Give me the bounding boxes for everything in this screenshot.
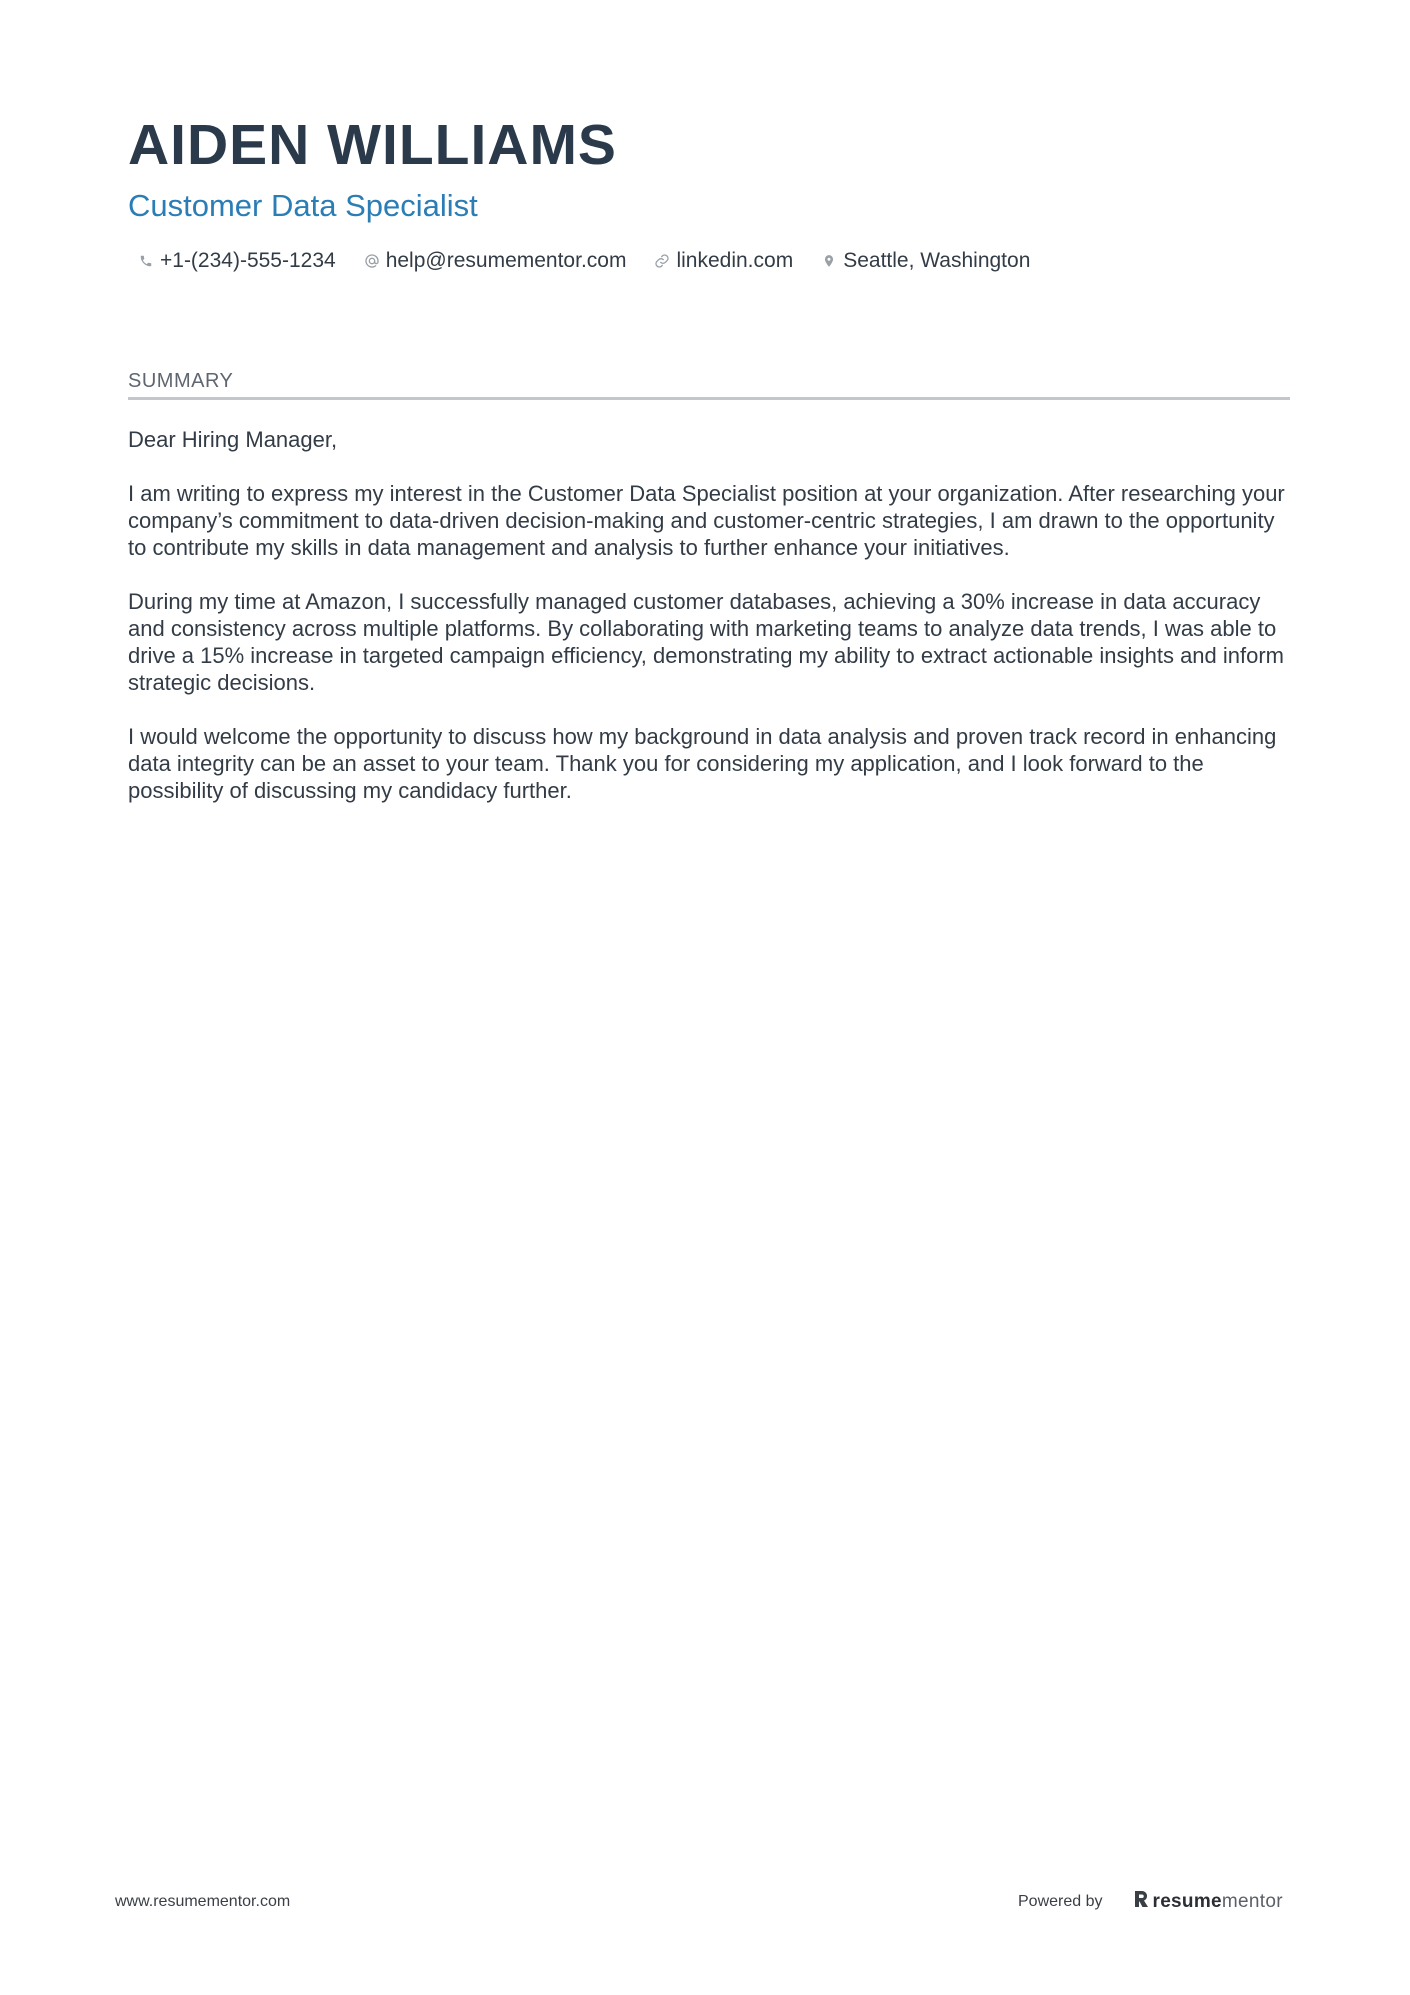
resumementor-logo-icon	[1133, 1889, 1149, 1915]
link-icon	[654, 253, 670, 269]
letter-paragraph: I would welcome the opportunity to discuss how my background in data analysis and proven track record in enhancing data integrity can be an asset to your team. Thank you for considering my application, and I look forward to the possibility of discussing my candidacy further.	[128, 724, 1277, 803]
powered-by-label: Powered by	[1018, 1893, 1103, 1910]
contact-email-text: help@resumementor.com	[385, 249, 627, 272]
footer-website-link[interactable]: www.resumementor.com	[115, 1893, 291, 1910]
cover-letter	[128, 110, 1290, 831]
footer-branding	[1018, 1889, 1283, 1915]
brand-text-bold: resume	[1152, 1891, 1222, 1912]
contact-bar	[128, 244, 1290, 278]
contact-email[interactable]	[364, 249, 627, 273]
contact-phone-text: +1-(234)-555-1234	[160, 249, 336, 272]
contact-phone	[138, 249, 336, 273]
location-pin-icon	[821, 253, 837, 269]
contact-linkedin[interactable]	[654, 249, 793, 273]
brand-text-light: mentor	[1221, 1891, 1283, 1912]
contact-linkedin-text: linkedin.com	[676, 249, 794, 272]
phone-icon	[138, 253, 154, 269]
contact-location	[821, 249, 1030, 273]
letter-body	[128, 426, 1290, 804]
section-title-summary: SUMMARY	[128, 368, 1290, 400]
candidate-name: AIDEN WILLIAMS	[128, 113, 617, 177]
job-title: Customer Data Specialist	[128, 188, 478, 223]
letter-paragraph: During my time at Amazon, I successfully managed customer databases, achieving a 30% increase in data accuracy and consistency across multiple platforms. By collaborating with marketing teams to analyze data trends, I was able to drive a 15% increase in targeted campaign efficiency, demonstrating my ability to extract actionable insights and inform strategic decisions.	[128, 589, 1285, 695]
at-icon	[364, 253, 380, 269]
resumementor-logo[interactable]	[1133, 1889, 1283, 1915]
letter-salutation: Dear Hiring Manager,	[128, 427, 338, 452]
contact-location-text: Seattle, Washington	[843, 249, 1031, 272]
letter-paragraph: I am writing to express my interest in the Customer Data Specialist position at your organization. After researching your company’s commitment to data-driven decision-making and customer-centric strategies, I am drawn to the opportunity to contribute my skills in data management and analysis to further enhance your initiatives.	[128, 481, 1285, 560]
